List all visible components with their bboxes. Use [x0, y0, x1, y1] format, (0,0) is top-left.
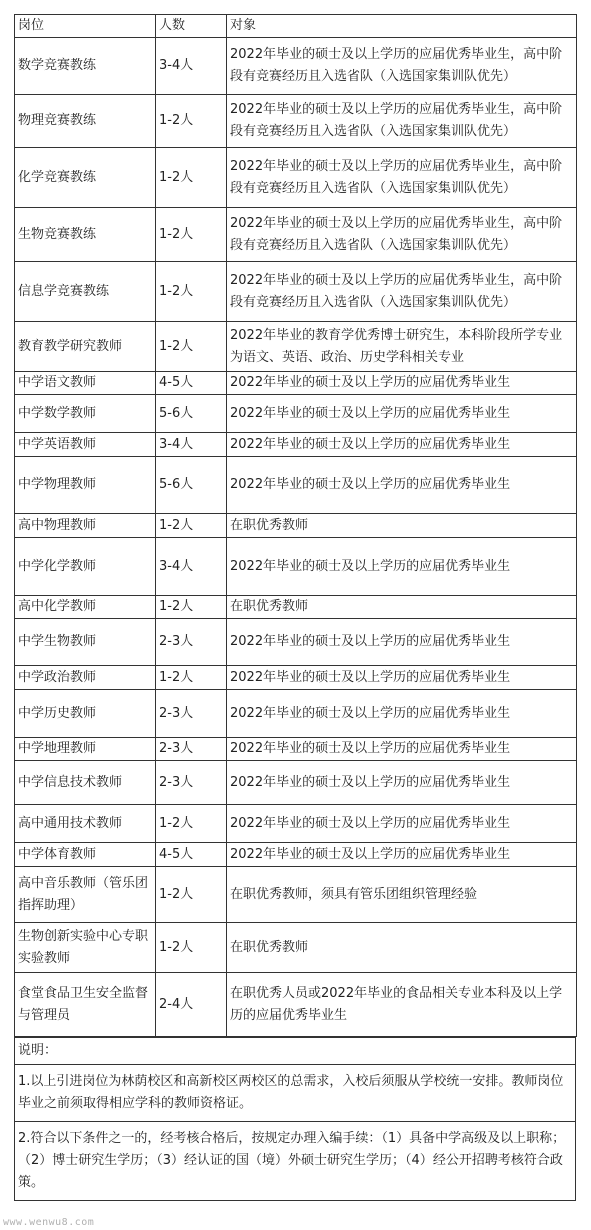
target-cell: 2022年毕业的硕士及以上学历的应届优秀毕业生	[227, 805, 577, 843]
target-cell: 在职优秀教师	[227, 596, 577, 619]
table-row	[15, 738, 577, 761]
note-2: 2.符合以下条件之一的，经考核合格后，按规定办理入编手续：（1）具备中学高级及以上职称；（2）博士研究生学历；（3）经认证的国（境）外硕士研究生学历；（4）经公开招聘考核符合政策。	[15, 1122, 576, 1201]
table-row	[15, 596, 577, 619]
post-cell: 中学体育教师	[15, 843, 156, 867]
count-cell: 2-4人	[156, 973, 227, 1037]
post-cell: 高中通用技术教师	[15, 805, 156, 843]
table-row	[15, 457, 577, 514]
watermark: www.wenwu8.com	[3, 1217, 95, 1228]
table-row	[15, 433, 577, 457]
post-cell: 生物竞赛教练	[15, 208, 156, 262]
table-row	[15, 690, 577, 738]
target-cell: 在职优秀教师	[227, 923, 577, 973]
count-cell: 5-6人	[156, 395, 227, 433]
note-1: 1.以上引进岗位为林荫校区和高新校区两校区的总需求，入校后须服从学校统一安排。教师岗位毕业之前须取得相应学科的教师资格证。	[15, 1065, 576, 1122]
count-cell: 3-4人	[156, 38, 227, 95]
post-cell: 高中音乐教师（管乐团指挥助理）	[15, 867, 156, 923]
target-cell: 2022年毕业的硕士及以上学历的应届优秀毕业生	[227, 433, 577, 457]
post-cell: 中学政治教师	[15, 666, 156, 690]
table-row	[15, 208, 577, 262]
count-cell: 1-2人	[156, 805, 227, 843]
table-header-row	[15, 15, 577, 38]
count-cell: 1-2人	[156, 596, 227, 619]
post-cell: 中学语文教师	[15, 372, 156, 395]
table-row	[15, 843, 577, 867]
table-row	[15, 395, 577, 433]
table-row	[15, 148, 577, 208]
post-cell: 高中物理教师	[15, 514, 156, 538]
target-cell: 2022年毕业的硕士及以上学历的应届优秀毕业生	[227, 538, 577, 596]
post-cell: 中学数学教师	[15, 395, 156, 433]
table-row	[15, 538, 577, 596]
target-cell: 2022年毕业的硕士及以上学历的应届优秀毕业生	[227, 761, 577, 805]
count-cell: 3-4人	[156, 433, 227, 457]
table-row	[15, 805, 577, 843]
target-cell: 2022年毕业的教育学优秀博士研究生，本科阶段所学专业为语文、英语、政治、历史学科相关专业	[227, 322, 577, 372]
count-cell: 4-5人	[156, 372, 227, 395]
table-row	[15, 666, 577, 690]
count-cell: 3-4人	[156, 538, 227, 596]
target-cell: 在职优秀人员或2022年毕业的食品相关专业本科及以上学历的应届优秀毕业生	[227, 973, 577, 1037]
target-cell: 在职优秀教师	[227, 514, 577, 538]
table-row	[15, 95, 577, 148]
target-cell: 2022年毕业的硕士及以上学历的应届优秀毕业生，高中阶段有竞赛经历且入选省队（入选国家集训队优先）	[227, 38, 577, 95]
count-cell: 4-5人	[156, 843, 227, 867]
table-row	[15, 867, 577, 923]
target-cell: 2022年毕业的硕士及以上学历的应届优秀毕业生	[227, 372, 577, 395]
notes-table	[14, 1037, 576, 1201]
table-row	[15, 514, 577, 538]
target-cell: 在职优秀教师，须具有管乐团组织管理经验	[227, 867, 577, 923]
post-cell: 中学生物教师	[15, 619, 156, 666]
count-cell: 2-3人	[156, 738, 227, 761]
count-cell: 5-6人	[156, 457, 227, 514]
post-cell: 信息学竞赛教练	[15, 262, 156, 322]
count-cell: 1-2人	[156, 867, 227, 923]
target-cell: 2022年毕业的硕士及以上学历的应届优秀毕业生	[227, 843, 577, 867]
target-cell: 2022年毕业的硕士及以上学历的应届优秀毕业生	[227, 666, 577, 690]
post-cell: 高中化学教师	[15, 596, 156, 619]
count-cell: 1-2人	[156, 95, 227, 148]
count-cell: 1-2人	[156, 923, 227, 973]
table-row	[15, 322, 577, 372]
post-cell: 中学信息技术教师	[15, 761, 156, 805]
count-cell: 2-3人	[156, 690, 227, 738]
target-cell: 2022年毕业的硕士及以上学历的应届优秀毕业生	[227, 690, 577, 738]
post-cell: 食堂食品卫生安全监督与管理员	[15, 973, 156, 1037]
count-cell: 2-3人	[156, 761, 227, 805]
count-cell: 1-2人	[156, 208, 227, 262]
header-post: 岗位	[15, 15, 156, 38]
count-cell: 1-2人	[156, 322, 227, 372]
table-row	[15, 372, 577, 395]
post-cell: 中学化学教师	[15, 538, 156, 596]
post-cell: 中学物理教师	[15, 457, 156, 514]
target-cell: 2022年毕业的硕士及以上学历的应届优秀毕业生	[227, 457, 577, 514]
recruitment-document	[14, 14, 576, 1201]
count-cell: 1-2人	[156, 666, 227, 690]
note-row	[15, 1122, 576, 1201]
header-target: 对象	[227, 15, 577, 38]
table-row	[15, 761, 577, 805]
table-row	[15, 38, 577, 95]
count-cell: 1-2人	[156, 148, 227, 208]
target-cell: 2022年毕业的硕士及以上学历的应届优秀毕业生，高中阶段有竞赛经历且入选省队（入选国家集训队优先）	[227, 95, 577, 148]
post-cell: 化学竞赛教练	[15, 148, 156, 208]
target-cell: 2022年毕业的硕士及以上学历的应届优秀毕业生	[227, 395, 577, 433]
table-row	[15, 262, 577, 322]
target-cell: 2022年毕业的硕士及以上学历的应届优秀毕业生，高中阶段有竞赛经历且入选省队（入选国家集训队优先）	[227, 148, 577, 208]
post-cell: 中学历史教师	[15, 690, 156, 738]
post-cell: 数学竞赛教练	[15, 38, 156, 95]
post-cell: 教育教学研究教师	[15, 322, 156, 372]
recruitment-table	[14, 14, 577, 1037]
target-cell: 2022年毕业的硕士及以上学历的应届优秀毕业生	[227, 738, 577, 761]
count-cell: 1-2人	[156, 262, 227, 322]
target-cell: 2022年毕业的硕士及以上学历的应届优秀毕业生，高中阶段有竞赛经历且入选省队（入选国家集训队优先）	[227, 208, 577, 262]
notes-title: 说明：	[15, 1038, 576, 1065]
post-cell: 生物创新实验中心专职实验教师	[15, 923, 156, 973]
table-row	[15, 923, 577, 973]
post-cell: 中学英语教师	[15, 433, 156, 457]
table-row	[15, 973, 577, 1037]
notes-title-row	[15, 1038, 576, 1065]
count-cell: 2-3人	[156, 619, 227, 666]
header-count: 人数	[156, 15, 227, 38]
post-cell: 物理竞赛教练	[15, 95, 156, 148]
count-cell: 1-2人	[156, 514, 227, 538]
target-cell: 2022年毕业的硕士及以上学历的应届优秀毕业生，高中阶段有竞赛经历且入选省队（入选国家集训队优先）	[227, 262, 577, 322]
note-row	[15, 1065, 576, 1122]
target-cell: 2022年毕业的硕士及以上学历的应届优秀毕业生	[227, 619, 577, 666]
post-cell: 中学地理教师	[15, 738, 156, 761]
table-row	[15, 619, 577, 666]
